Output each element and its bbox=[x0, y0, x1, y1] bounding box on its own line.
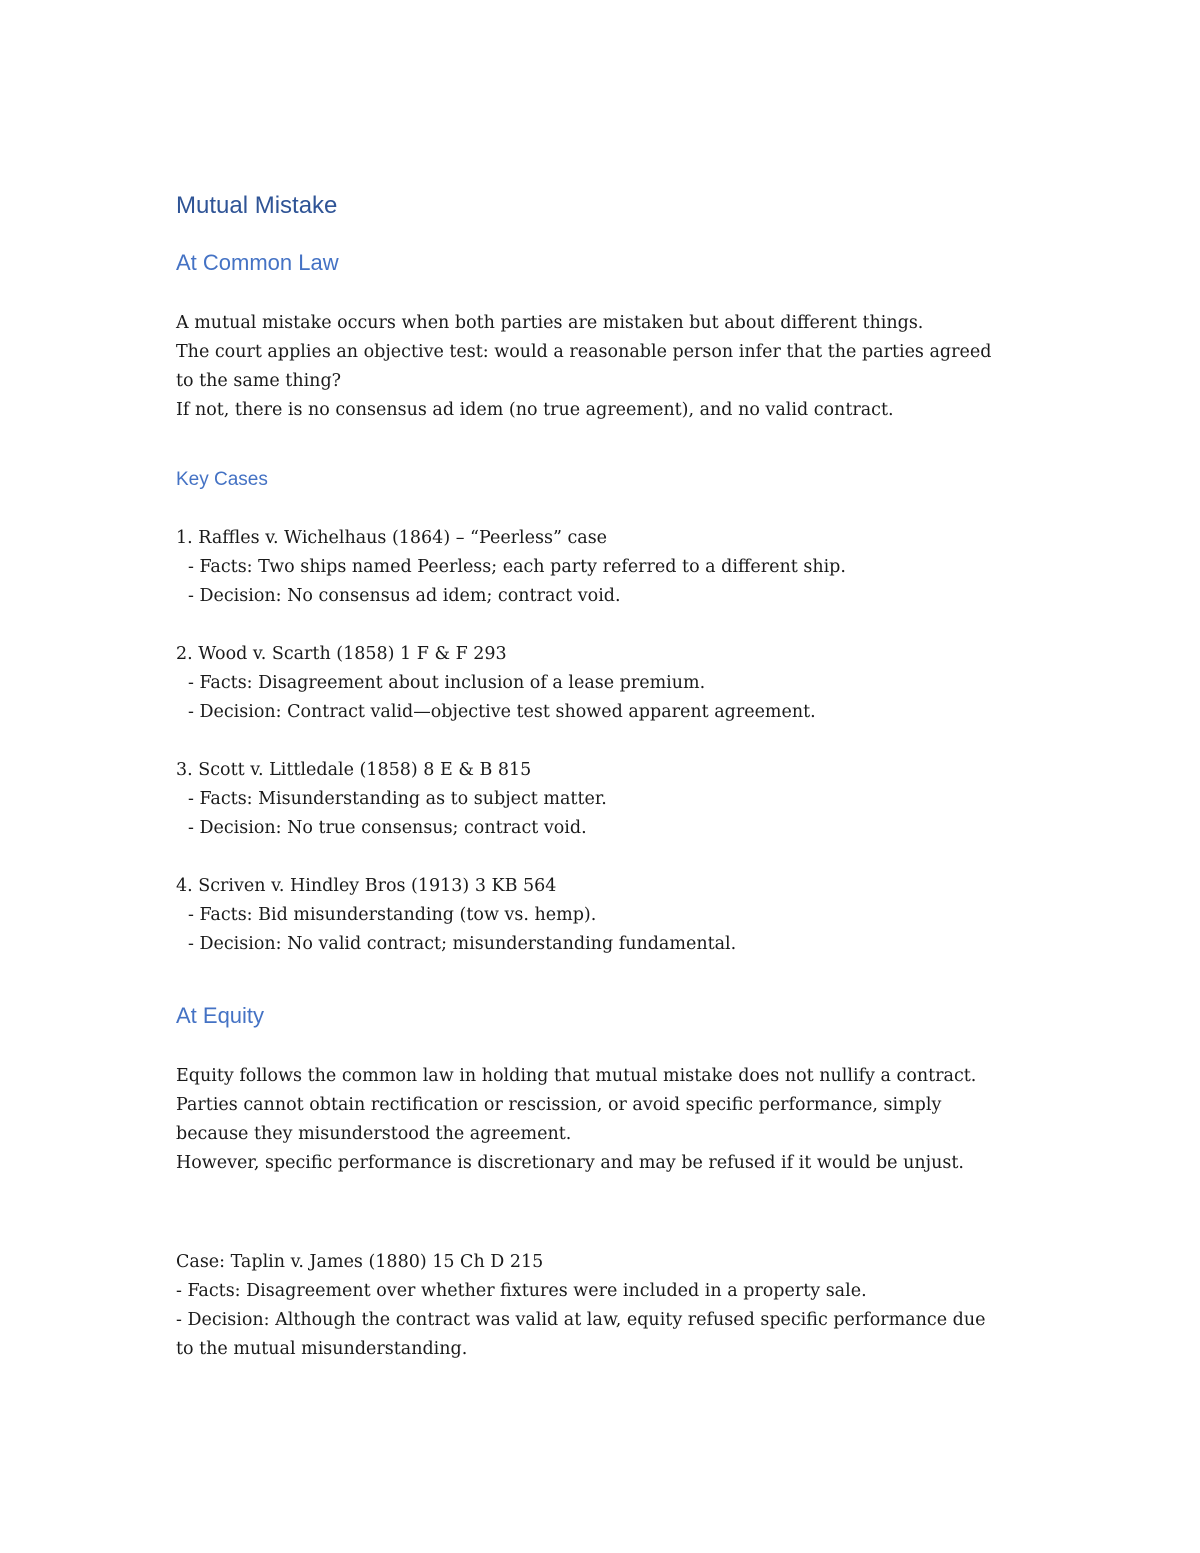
document-title: Mutual Mistake bbox=[176, 192, 338, 219]
equity-paragraph bbox=[176, 1062, 1036, 1178]
case-facts: - Facts: Two ships named Peerless; each party referred to a different ship. bbox=[188, 557, 846, 577]
case-facts: - Facts: Disagreement over whether fixtures were included in a property sale. bbox=[176, 1281, 867, 1301]
case-decision: - Decision: Contract valid—objective test showed apparent agreement. bbox=[188, 702, 816, 722]
paragraph-line: However, specific performance is discretionary and may be refused if it would be unjust. bbox=[176, 1153, 964, 1173]
case-item bbox=[176, 640, 1036, 727]
paragraph-line: Equity follows the common law in holding that mutual mistake does not nullify a contract. bbox=[176, 1066, 977, 1086]
case-decision: - Decision: No consensus ad idem; contract void. bbox=[188, 586, 621, 606]
case-decision: - Decision: No true consensus; contract void. bbox=[188, 818, 587, 838]
heading-common-law: At Common Law bbox=[176, 250, 339, 275]
case-decision: - Decision: No valid contract; misunderstanding fundamental. bbox=[188, 934, 737, 954]
case-item bbox=[176, 756, 1036, 843]
paragraph-line: because they misunderstood the agreement. bbox=[176, 1124, 572, 1144]
case-facts: - Facts: Disagreement about inclusion of a lease premium. bbox=[188, 673, 706, 693]
case-facts: - Facts: Bid misunderstanding (tow vs. hemp). bbox=[188, 905, 597, 925]
heading-key-cases: Key Cases bbox=[176, 469, 268, 490]
case-item bbox=[176, 524, 1036, 611]
case-title: Case: Taplin v. James (1880) 15 Ch D 215 bbox=[176, 1252, 544, 1272]
paragraph-line: to the same thing? bbox=[176, 371, 342, 391]
case-title: 3. Scott v. Littledale (1858) 8 E & B 815 bbox=[176, 760, 532, 780]
paragraph-line: A mutual mistake occurs when both parties are mistaken but about different things. bbox=[176, 313, 924, 333]
paragraph-line: The court applies an objective test: would a reasonable person infer that the parties agreed bbox=[176, 342, 992, 362]
paragraph-line: Parties cannot obtain rectification or rescission, or avoid specific performance, simply bbox=[176, 1095, 942, 1115]
case-facts: - Facts: Misunderstanding as to subject matter. bbox=[188, 789, 607, 809]
case-decision-continued: to the mutual misunderstanding. bbox=[176, 1339, 468, 1359]
case-decision: - Decision: Although the contract was valid at law, equity refused specific performance due bbox=[176, 1310, 986, 1330]
case-title: 1. Raffles v. Wichelhaus (1864) – “Peerless” case bbox=[176, 528, 608, 548]
heading-at-equity: At Equity bbox=[176, 1003, 265, 1028]
paragraph-line: If not, there is no consensus ad idem (no true agreement), and no valid contract. bbox=[176, 400, 894, 420]
case-title: 2. Wood v. Scarth (1858) 1 F & F 293 bbox=[176, 644, 507, 664]
common-law-paragraph bbox=[176, 309, 1036, 425]
document-page bbox=[176, 188, 1036, 1364]
equity-case bbox=[176, 1248, 1036, 1364]
case-title: 4. Scriven v. Hindley Bros (1913) 3 KB 564 bbox=[176, 876, 557, 896]
case-item bbox=[176, 872, 1036, 959]
